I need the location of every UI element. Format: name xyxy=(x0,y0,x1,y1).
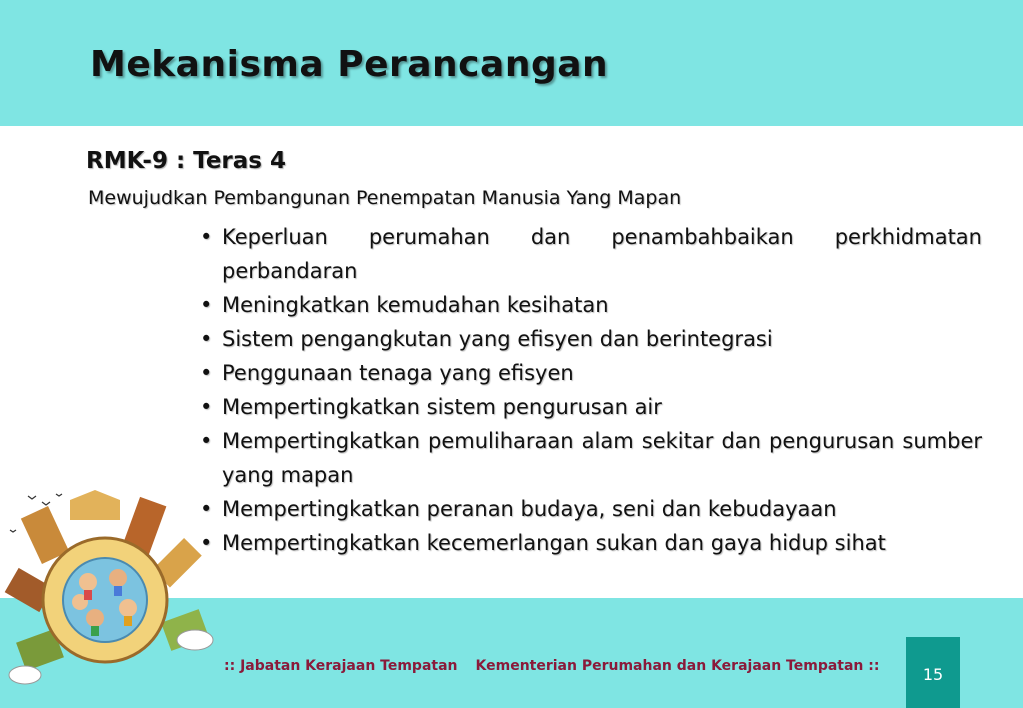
bullet-item: • Mempertingkatkan pemuliharaan alam sekitar dan pengurusan sumber yang mapan xyxy=(198,424,982,492)
page-number-box xyxy=(906,637,960,708)
bullet-item: • Sistem pengangkutan yang efisyen dan berintegrasi xyxy=(198,322,982,356)
bullet-icon: • xyxy=(200,293,213,317)
slide-subheading: Mewujudkan Pembangunan Penempatan Manusia Yang Mapan xyxy=(88,187,682,209)
bullet-list xyxy=(198,220,982,560)
bullet-item: • Mempertingkatkan peranan budaya, seni dan kebudayaan xyxy=(198,492,982,526)
bullet-item: • Mempertingkatkan sistem pengurusan air xyxy=(198,390,982,424)
globe-community-illustration xyxy=(0,490,225,708)
bullet-icon: • xyxy=(200,327,213,351)
bullet-icon: • xyxy=(200,361,213,385)
bullet-item: • Mempertingkatkan kecemerlangan sukan dan gaya hidup sihat xyxy=(198,526,982,560)
bullet-icon: • xyxy=(200,497,213,521)
bullet-item: • Meningkatkan kemudahan kesihatan xyxy=(198,288,982,322)
page-number: 15 xyxy=(922,665,944,684)
slide-subtitle: RMK-9 : Teras 4 xyxy=(86,148,286,174)
bullet-icon: • xyxy=(200,531,213,555)
footer-left: :: Jabatan Kerajaan Tempatan xyxy=(224,658,458,674)
bullet-icon: • xyxy=(200,225,213,249)
slide-title: Mekanisma Perancangan xyxy=(90,44,609,85)
bullet-icon: • xyxy=(200,395,213,419)
bullet-item: • Keperluan perumahan dan penambahbaikan perkhidmatan perbandaran xyxy=(198,220,982,288)
footer-right: Kementerian Perumahan dan Kerajaan Tempatan :: xyxy=(475,658,880,674)
bullet-item: • Penggunaan tenaga yang efisyen xyxy=(198,356,982,390)
bullet-icon: • xyxy=(200,429,213,453)
footer-text xyxy=(224,658,879,674)
